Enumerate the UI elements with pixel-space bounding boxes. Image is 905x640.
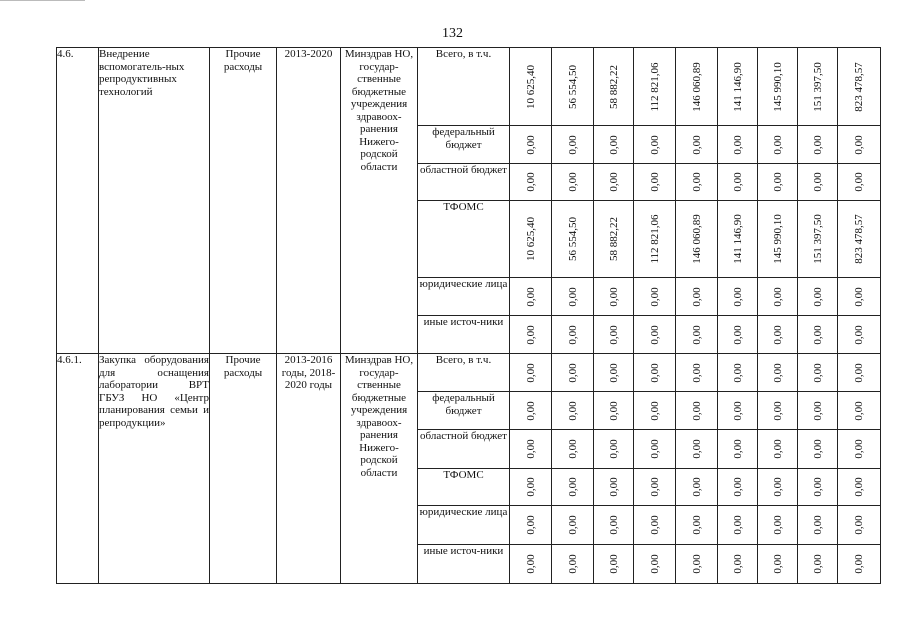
funding-source-label: Всего, в т.ч. xyxy=(418,354,510,392)
expense-type: Прочие расходы xyxy=(210,354,277,584)
amount-value: 151 397,50 xyxy=(811,61,824,112)
amount-value: 0,00 xyxy=(811,172,824,192)
implementation-period: 2013-2016 годы, 2018-2020 годы xyxy=(277,354,341,584)
amount-value: 0,00 xyxy=(731,134,744,155)
amount-cell xyxy=(718,278,758,316)
amount-value: 0,00 xyxy=(648,554,661,574)
funding-source-label: юридические лица xyxy=(418,506,510,545)
amount-value: 0,00 xyxy=(566,554,579,574)
amount-cell xyxy=(510,469,552,506)
amount-value: 0,00 xyxy=(690,286,703,307)
funding-source-label: ТФОМС xyxy=(418,469,510,506)
amount-value: 0,00 xyxy=(607,324,620,345)
amount-cell xyxy=(838,392,881,430)
amount-cell xyxy=(838,48,881,126)
amount-cell xyxy=(634,430,676,469)
amount-value: 0,00 xyxy=(648,286,661,307)
amount-value: 823 478,57 xyxy=(852,61,865,112)
amount-value: 0,00 xyxy=(690,515,703,535)
amount-value: 0,00 xyxy=(524,286,537,307)
amount-cell xyxy=(798,201,838,278)
amount-cell xyxy=(798,164,838,201)
amount-cell xyxy=(798,354,838,392)
amount-value: 0,00 xyxy=(731,477,744,497)
amount-value: 0,00 xyxy=(607,362,620,383)
amount-cell xyxy=(510,392,552,430)
amount-value: 0,00 xyxy=(690,134,703,155)
amount-value: 0,00 xyxy=(771,515,784,535)
amount-value: 145 990,10 xyxy=(771,61,784,112)
amount-value: 0,00 xyxy=(607,134,620,155)
amount-value: 0,00 xyxy=(811,362,824,383)
amount-cell xyxy=(552,126,594,164)
amount-cell xyxy=(718,48,758,126)
amount-value: 0,00 xyxy=(524,324,537,345)
amount-value: 0,00 xyxy=(524,439,537,459)
amount-cell xyxy=(510,164,552,201)
amount-cell xyxy=(594,316,634,354)
amount-cell xyxy=(594,201,634,278)
amount-value: 58 882,22 xyxy=(607,64,620,109)
amount-value: 0,00 xyxy=(524,400,537,421)
amount-value: 141 146,90 xyxy=(731,214,744,264)
amount-cell xyxy=(676,164,718,201)
amount-cell xyxy=(552,392,594,430)
amount-cell xyxy=(758,469,798,506)
page-number: 132 xyxy=(442,26,463,41)
amount-value: 0,00 xyxy=(811,477,824,497)
amount-cell xyxy=(552,278,594,316)
amount-cell xyxy=(838,506,881,545)
amount-value: 112 821,06 xyxy=(648,61,661,112)
funding-source-label: иные источ-ники xyxy=(418,316,510,354)
amount-value: 0,00 xyxy=(690,362,703,383)
amount-cell xyxy=(634,392,676,430)
amount-value: 0,00 xyxy=(771,400,784,421)
amount-cell xyxy=(798,316,838,354)
amount-value: 0,00 xyxy=(648,439,661,459)
amount-cell xyxy=(758,506,798,545)
amount-value: 0,00 xyxy=(811,286,824,307)
amount-cell xyxy=(718,430,758,469)
amount-cell xyxy=(594,392,634,430)
amount-value: 0,00 xyxy=(648,134,661,155)
amount-cell xyxy=(594,164,634,201)
amount-value: 0,00 xyxy=(852,134,865,155)
amount-value: 0,00 xyxy=(852,172,865,192)
amount-cell xyxy=(718,164,758,201)
amount-cell xyxy=(510,430,552,469)
funding-source-label: федеральный бюджет xyxy=(418,126,510,164)
budget-table xyxy=(56,47,881,584)
amount-cell xyxy=(634,545,676,584)
amount-value: 0,00 xyxy=(607,172,620,192)
amount-cell xyxy=(634,164,676,201)
item-name: Закупка оборудования для оснащения лаборатории ВРТ ГБУЗ НО «Центр планирования семьи и репродукции» xyxy=(99,354,210,584)
amount-value: 0,00 xyxy=(731,172,744,192)
amount-value: 146 060,89 xyxy=(690,214,703,264)
amount-cell xyxy=(798,506,838,545)
funding-source-label: областной бюджет xyxy=(418,164,510,201)
amount-cell xyxy=(838,430,881,469)
amount-cell xyxy=(594,469,634,506)
amount-value: 146 060,89 xyxy=(690,61,703,112)
amount-value: 0,00 xyxy=(731,515,744,535)
amount-value: 0,00 xyxy=(607,554,620,574)
amount-cell xyxy=(838,278,881,316)
amount-value: 0,00 xyxy=(731,286,744,307)
amount-cell xyxy=(634,126,676,164)
amount-value: 0,00 xyxy=(690,477,703,497)
amount-cell xyxy=(552,545,594,584)
expense-type: Прочие расходы xyxy=(210,48,277,354)
amount-value: 0,00 xyxy=(771,477,784,497)
amount-value: 0,00 xyxy=(690,172,703,192)
amount-cell xyxy=(718,201,758,278)
funding-source-label: федеральный бюджет xyxy=(418,392,510,430)
amount-cell xyxy=(758,392,798,430)
amount-value: 0,00 xyxy=(524,477,537,497)
amount-cell xyxy=(594,48,634,126)
amount-cell xyxy=(552,430,594,469)
amount-cell xyxy=(510,48,552,126)
amount-cell xyxy=(510,354,552,392)
amount-value: 0,00 xyxy=(811,515,824,535)
amount-value: 0,00 xyxy=(566,400,579,421)
amount-cell xyxy=(510,316,552,354)
funding-source-label: областной бюджет xyxy=(418,430,510,469)
amount-value: 0,00 xyxy=(690,324,703,345)
amount-cell xyxy=(594,278,634,316)
amount-cell xyxy=(718,316,758,354)
amount-value: 0,00 xyxy=(607,439,620,459)
funding-source-label: Всего, в т.ч. xyxy=(418,48,510,126)
amount-value: 0,00 xyxy=(771,554,784,574)
amount-value: 0,00 xyxy=(852,477,865,497)
executor: Минздрав НО, государ-ственные бюджетные учреждения здравоох-ранения Нижего-родской области xyxy=(341,48,418,354)
amount-value: 0,00 xyxy=(524,554,537,574)
amount-value: 0,00 xyxy=(648,362,661,383)
amount-cell xyxy=(838,545,881,584)
amount-cell xyxy=(634,469,676,506)
amount-value: 0,00 xyxy=(731,554,744,574)
item-number: 4.6. xyxy=(57,48,99,354)
amount-cell xyxy=(634,354,676,392)
amount-value: 10 625,40 xyxy=(524,217,537,261)
amount-value: 0,00 xyxy=(607,400,620,421)
amount-cell xyxy=(798,126,838,164)
amount-cell xyxy=(798,392,838,430)
amount-cell xyxy=(552,469,594,506)
amount-value: 0,00 xyxy=(852,324,865,345)
amount-cell xyxy=(634,506,676,545)
amount-cell xyxy=(758,48,798,126)
amount-cell xyxy=(552,354,594,392)
amount-value: 0,00 xyxy=(648,515,661,535)
amount-value: 0,00 xyxy=(566,134,579,155)
amount-cell xyxy=(594,126,634,164)
amount-value: 0,00 xyxy=(852,554,865,574)
amount-value: 0,00 xyxy=(690,400,703,421)
amount-cell xyxy=(552,201,594,278)
amount-value: 0,00 xyxy=(607,286,620,307)
amount-value: 0,00 xyxy=(566,515,579,535)
amount-value: 0,00 xyxy=(690,439,703,459)
amount-value: 0,00 xyxy=(566,439,579,459)
amount-cell xyxy=(552,164,594,201)
amount-value: 0,00 xyxy=(566,324,579,345)
amount-cell xyxy=(838,164,881,201)
amount-cell xyxy=(718,469,758,506)
implementation-period: 2013-2020 xyxy=(277,48,341,354)
amount-cell xyxy=(758,545,798,584)
amount-value: 0,00 xyxy=(731,400,744,421)
amount-cell xyxy=(634,316,676,354)
amount-cell xyxy=(838,469,881,506)
executor: Минздрав НО, государ-ственные бюджетные учреждения здравоох-ранения Нижего-родской области xyxy=(341,354,418,584)
amount-value: 0,00 xyxy=(731,324,744,345)
amount-cell xyxy=(552,506,594,545)
amount-cell xyxy=(634,278,676,316)
amount-cell xyxy=(676,354,718,392)
amount-cell xyxy=(510,126,552,164)
amount-cell xyxy=(758,430,798,469)
amount-value: 823 478,57 xyxy=(852,214,865,264)
amount-cell xyxy=(798,545,838,584)
amount-cell xyxy=(838,354,881,392)
amount-value: 0,00 xyxy=(852,515,865,535)
amount-cell xyxy=(838,126,881,164)
amount-value: 0,00 xyxy=(648,400,661,421)
amount-cell xyxy=(510,278,552,316)
amount-cell xyxy=(758,278,798,316)
amount-value: 0,00 xyxy=(524,515,537,535)
funding-source-label: иные источ-ники xyxy=(418,545,510,584)
amount-value: 0,00 xyxy=(811,400,824,421)
amount-cell xyxy=(634,201,676,278)
amount-value: 0,00 xyxy=(771,439,784,459)
item-number: 4.6.1. xyxy=(57,354,99,584)
amount-value: 0,00 xyxy=(524,134,537,155)
amount-cell xyxy=(676,506,718,545)
source-row xyxy=(57,48,881,126)
amount-cell xyxy=(510,506,552,545)
item-name: Внедрение вспомогатель-ных репродуктивных технологий xyxy=(99,48,210,354)
amount-value: 56 554,50 xyxy=(566,64,579,109)
amount-value: 0,00 xyxy=(771,134,784,155)
amount-value: 141 146,90 xyxy=(731,61,744,112)
amount-cell xyxy=(838,201,881,278)
amount-cell xyxy=(676,201,718,278)
amount-cell xyxy=(718,506,758,545)
amount-cell xyxy=(758,126,798,164)
amount-value: 0,00 xyxy=(566,477,579,497)
amount-cell xyxy=(594,506,634,545)
amount-value: 0,00 xyxy=(771,362,784,383)
amount-cell xyxy=(798,469,838,506)
amount-value: 0,00 xyxy=(771,286,784,307)
funding-source-label: ТФОМС xyxy=(418,201,510,278)
amount-value: 0,00 xyxy=(566,286,579,307)
amount-value: 0,00 xyxy=(524,362,537,383)
amount-cell xyxy=(594,354,634,392)
amount-value: 0,00 xyxy=(648,172,661,192)
funding-source-label: юридические лица xyxy=(418,278,510,316)
amount-cell xyxy=(798,48,838,126)
amount-cell xyxy=(838,316,881,354)
amount-cell xyxy=(758,164,798,201)
amount-cell xyxy=(676,392,718,430)
source-row xyxy=(57,354,881,392)
amount-value: 10 625,40 xyxy=(524,64,537,109)
amount-cell xyxy=(758,316,798,354)
amount-value: 0,00 xyxy=(771,324,784,345)
amount-cell xyxy=(798,430,838,469)
amount-value: 0,00 xyxy=(607,477,620,497)
amount-value: 0,00 xyxy=(852,286,865,307)
scan-edge-mark xyxy=(0,0,85,1)
amount-value: 0,00 xyxy=(811,439,824,459)
amount-value: 151 397,50 xyxy=(811,214,824,264)
amount-value: 0,00 xyxy=(648,324,661,345)
amount-value: 0,00 xyxy=(811,134,824,155)
amount-value: 56 554,50 xyxy=(566,217,579,261)
amount-cell xyxy=(676,469,718,506)
amount-cell xyxy=(510,201,552,278)
amount-cell xyxy=(676,316,718,354)
amount-value: 0,00 xyxy=(566,172,579,192)
amount-cell xyxy=(552,316,594,354)
amount-value: 0,00 xyxy=(852,362,865,383)
amount-value: 0,00 xyxy=(690,554,703,574)
amount-cell xyxy=(718,126,758,164)
amount-cell xyxy=(552,48,594,126)
amount-value: 0,00 xyxy=(771,172,784,192)
amount-cell xyxy=(718,545,758,584)
amount-cell xyxy=(634,48,676,126)
amount-cell xyxy=(798,278,838,316)
amount-value: 0,00 xyxy=(607,515,620,535)
amount-cell xyxy=(758,201,798,278)
amount-cell xyxy=(718,354,758,392)
amount-cell xyxy=(510,545,552,584)
amount-value: 112 821,06 xyxy=(648,214,661,264)
amount-value: 145 990,10 xyxy=(771,214,784,264)
amount-cell xyxy=(676,126,718,164)
amount-value: 0,00 xyxy=(811,554,824,574)
amount-cell xyxy=(594,545,634,584)
amount-value: 0,00 xyxy=(648,477,661,497)
amount-value: 0,00 xyxy=(811,324,824,345)
amount-value: 0,00 xyxy=(852,439,865,459)
amount-cell xyxy=(718,392,758,430)
amount-value: 58 882,22 xyxy=(607,217,620,261)
amount-cell xyxy=(758,354,798,392)
amount-value: 0,00 xyxy=(731,362,744,383)
amount-value: 0,00 xyxy=(852,400,865,421)
amount-value: 0,00 xyxy=(731,439,744,459)
amount-cell xyxy=(676,278,718,316)
amount-value: 0,00 xyxy=(566,362,579,383)
amount-value: 0,00 xyxy=(524,172,537,192)
amount-cell xyxy=(594,430,634,469)
amount-cell xyxy=(676,48,718,126)
amount-cell xyxy=(676,430,718,469)
amount-cell xyxy=(676,545,718,584)
